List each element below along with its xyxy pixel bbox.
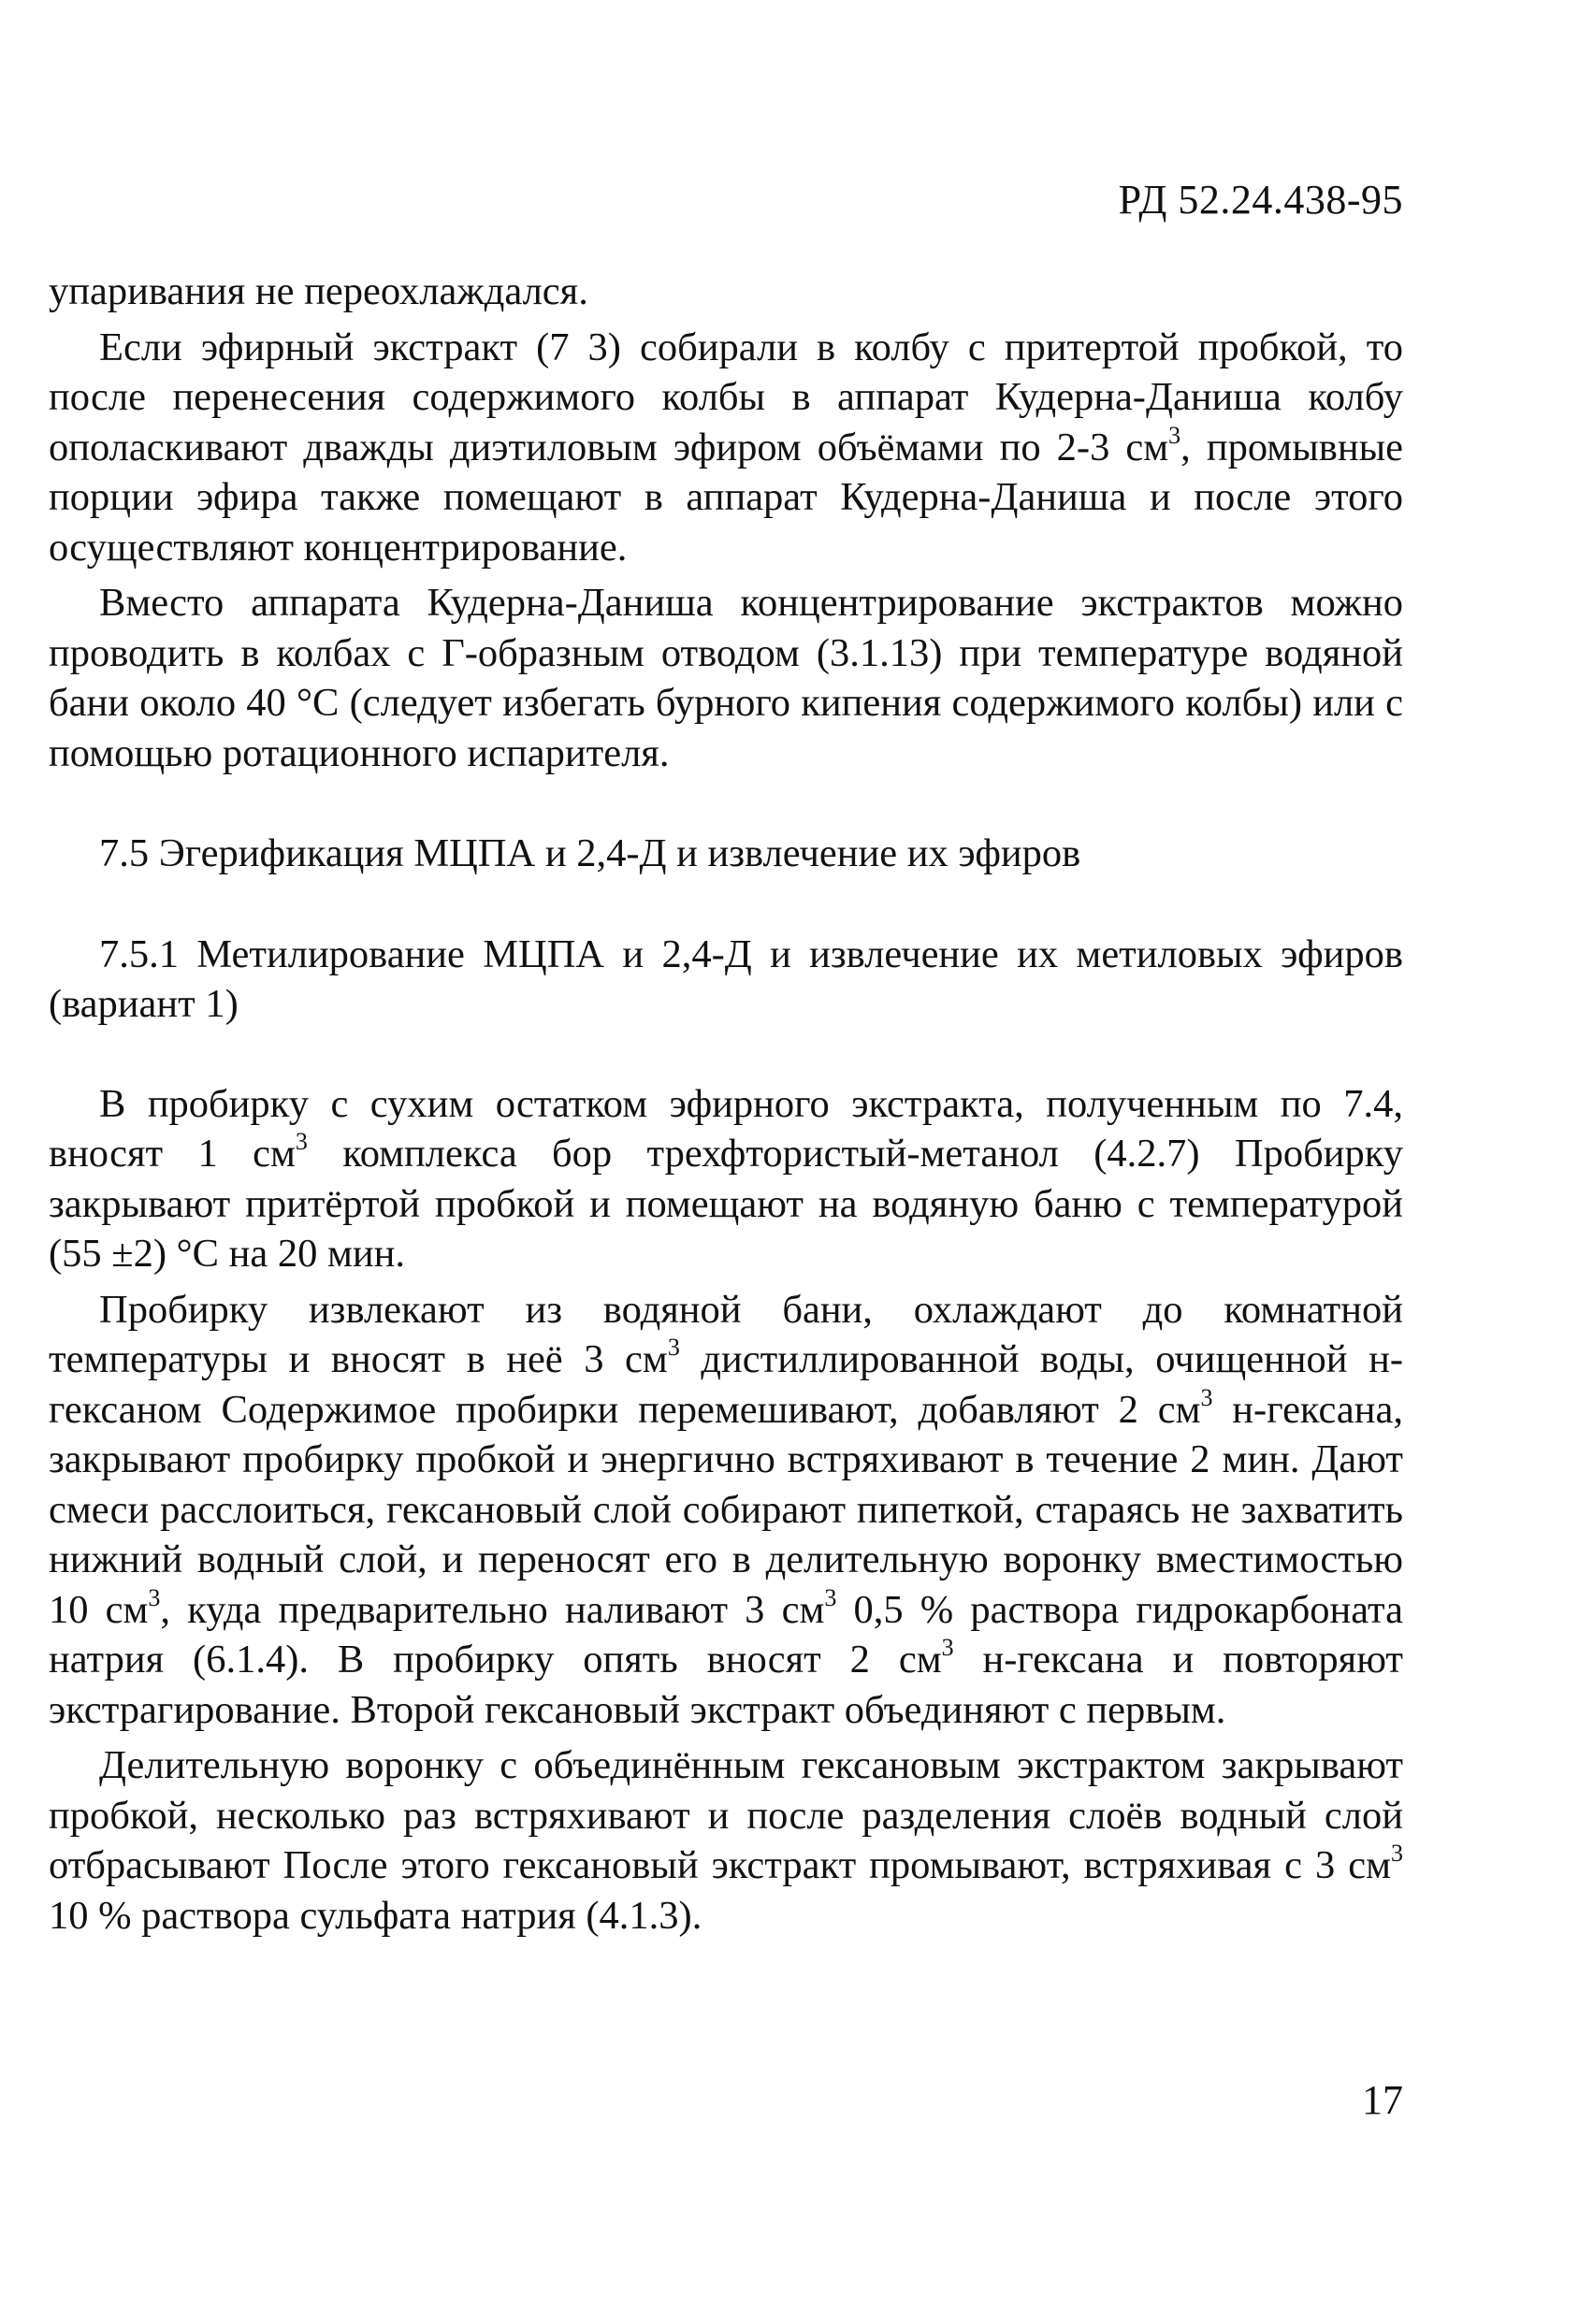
- superscript: 3: [824, 1583, 837, 1611]
- paragraph-ether-extract: [49, 323, 1403, 573]
- section-heading-7-5: 7.5 Эгерификация МЦПА и 2,4-Д и извлечение их эфиров: [99, 831, 1081, 875]
- paragraph-methylation-step2: [49, 1285, 1403, 1736]
- superscript: 3: [148, 1583, 161, 1611]
- paragraph-text: В пробирку с сухим остатком эфирного экстракта, полученным по 7.4, вносят 1 см: [49, 1081, 1403, 1176]
- paragraph-text: Если эфирный экстракт (7 3) собирали в колбу с притертой пробкой, то после перенесения содержимого колбы в аппарат Кудерна-Даниша колбу ополаскивают дважды диэтиловым эфиром объёмами по 2-3 см: [49, 325, 1403, 469]
- spacer: [49, 1030, 1403, 1079]
- paragraph-text: , куда предварительно наливают 3 см: [160, 1587, 825, 1632]
- paragraph-text: 0,5 % раствора гидрокарбоната натрия (6.1.4). В пробирку опять вносят 2 см: [49, 1587, 1403, 1682]
- paragraph-alternative-concentration: [49, 578, 1403, 778]
- paragraph-text: н-гексана и повторяют экстрагирование. Второй гексановый экстракт объединяют с первым.: [49, 1638, 1403, 1732]
- section-heading-7-5-1: 7.5.1 Метилирование МЦПА и 2,4-Д и извлечение их метиловых эфиров (вариант 1): [49, 931, 1403, 1026]
- paragraph-text: комплекса бор трехфтористый-метанол (4.2.7) Пробирку закрывают притёртой пробкой и помещают на водяную баню с температурой (55 ±2) °С на 20 мин.: [49, 1132, 1403, 1276]
- paragraph-text: Вместо аппарата Кудерна-Даниша концентрирование экстрактов можно проводить в колбах с Г-образным отводом (3.1.13) при температуре водяной бани около 40 °С (следует избегать бурного кипения содержимого колбы) или с помощью ротационного испарителя.: [49, 581, 1403, 775]
- superscript: 3: [1391, 1840, 1403, 1867]
- spacer: [49, 879, 1403, 930]
- paragraph-text: н-гексана, закрывают пробирку пробкой и энергично встряхивают в течение 2 мин. Дают смеси расслоиться, гексановый слой собирают пипеткой, стараясь не захватить нижний водный слой, и переносят его в делительную воронку вместимостью 10 см: [49, 1387, 1404, 1632]
- page-number: 17: [1362, 2077, 1403, 2123]
- paragraph-text: 10 % раствора сульфата натрия (4.1.3).: [49, 1893, 702, 1938]
- paragraph-text: , промывные порции эфира также помещают в аппарат Кудерна-Даниша и после этого осуществляют концентрирование.: [49, 425, 1403, 570]
- superscript: 3: [941, 1634, 954, 1661]
- document-code: РД 52.24.438-95: [1118, 177, 1403, 223]
- page-body: [49, 267, 1403, 1941]
- spacer: [49, 778, 1403, 829]
- paragraph-methylation-step1: [49, 1079, 1403, 1279]
- paragraph-methylation-step3: [49, 1740, 1403, 1941]
- paragraph-text: Делительную воронку с объединённым гексановым экстрактом закрывают пробкой, несколько раз встряхивают и после разделения слоёв водный слой отбрасывают После этого гексановый экстракт промывают, встряхивая с 3 см: [49, 1743, 1403, 1887]
- superscript: 3: [295, 1128, 308, 1155]
- superscript: 3: [1168, 421, 1181, 449]
- paragraph-text: упаривания не переохлаждался.: [49, 269, 588, 313]
- paragraph-text: дистиллированной воды, очищенной н-гексаном Содержимое пробирки перемешивают, добавляют 2 см: [49, 1337, 1404, 1432]
- superscript: 3: [1200, 1383, 1213, 1411]
- superscript: 3: [667, 1334, 680, 1361]
- paragraph-text: Пробирку извлекают из водяной бани, охлаждают до комнатной температуры и вносят в неё 3 см: [49, 1287, 1403, 1381]
- paragraph-continuation: [49, 267, 1403, 317]
